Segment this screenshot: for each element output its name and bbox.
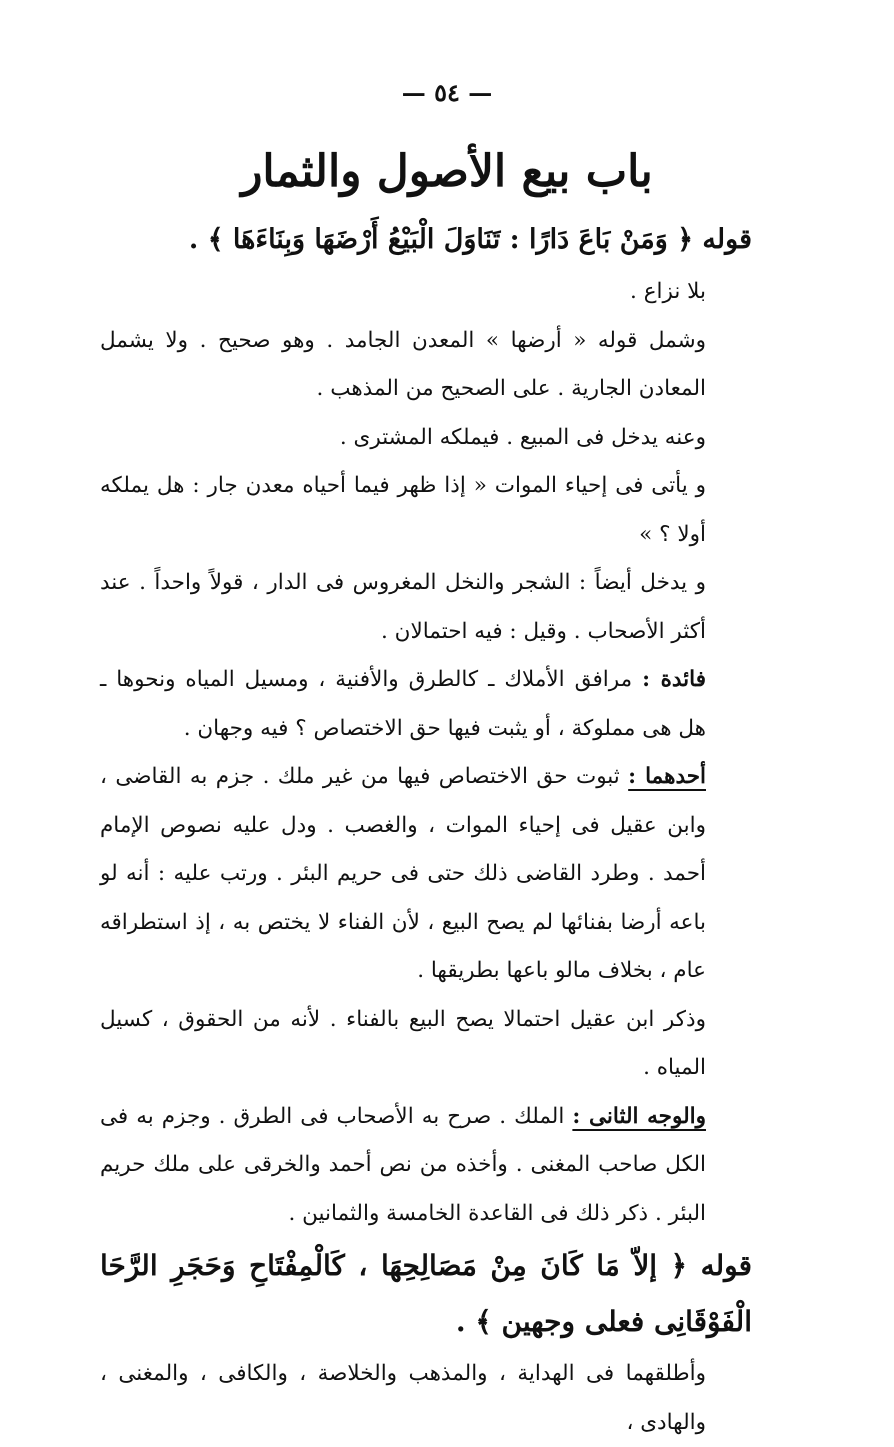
paragraph-1: بلا نزاع . bbox=[630, 279, 706, 304]
paragraph-4: و يأتى فى إحياء الموات « إذا ظهر فيما أحياه معدن جار : هل يملكه أولا ؟ » bbox=[100, 473, 706, 547]
paragraph-benefit bbox=[100, 656, 752, 753]
paragraph-3: وعنه يدخل فى المبيع . فيملكه المشترى . bbox=[339, 424, 706, 450]
benefit-text: مرافق الأملاك ـ كالطرق والأفنية ، ومسيل المياه ونحوها ـ هل هى مملوكة ، أو يثبت فيها حق الاختصاص ؟ فيه وجهان . bbox=[100, 667, 706, 741]
main-text bbox=[100, 212, 752, 1447]
page-number: — ٥٤ — bbox=[401, 78, 493, 107]
paragraph-5: و يدخل أيضاً : الشجر والنخل المغروس فى الدار ، قولاً واحداً . عند أكثر الأصحاب . وقيل : فيه احتمالان . bbox=[100, 570, 706, 644]
first-view-heading: أحدهما : bbox=[628, 764, 706, 789]
chapter-title: باب بيع الأصول والثمار bbox=[241, 146, 653, 197]
first-view-text: ثبوت حق الاختصاص فيها من غير ملك . جزم به القاضى ، وابن عقيل فى إحياء الموات ، والغصب . ودل عليه نصوص الإمام أحمد . وطرد القاضى ذلك حتى فى حريم البئر . ورتب عليه : أنه لو باعه أرضا بفنائها لم يصح البيع ، لأن الفناء لا يختص به ، إذ استطراقه عام ، بخلاف مالو باعها بطريقها . bbox=[100, 764, 706, 983]
paragraph-last: وأطلقهما فى الهداية ، والمذهب والخلاصة ، والكافى ، والمغنى ، والهادى ، bbox=[100, 1361, 706, 1435]
paragraph-first-view bbox=[100, 753, 752, 996]
second-view-text: الملك . صرح به الأصحاب فى الطرق . وجزم به فى الكل صاحب المغنى . وأخذه من نص أحمد والخرقى على ملك حريم البئر . ذكر ذلك فى القاعدة الخامسة والثمانين . bbox=[100, 1103, 706, 1226]
paragraph-ibn-aqil: وذكر ابن عقيل احتمالا يصح البيع بالفناء . لأنه من الحقوق ، كسيل المياه . bbox=[100, 1006, 706, 1080]
quoted-text-1: قوله ﴿ وَمَنْ بَاعَ دَارًا : تَنَاوَلَ الْبَيْعُ أَرْضَهَا وَبِنَاءَهَا ﴾ . bbox=[188, 224, 752, 255]
benefit-heading: فائدة : bbox=[642, 667, 706, 692]
quoted-text-2: قوله ﴿ إلاّ مَا كَانَ مِنْ مَصَالِحِهَا ، كَالْمِفْتَاحِ وَحَجَرِ الرَّحَا الْفَوْقَانِى فعلى وجهين ﴾ . bbox=[100, 1249, 752, 1338]
paragraph-2: وشمل قوله « أرضها » المعدن الجامد . وهو صحيح . ولا يشمل المعادن الجارية . على الصحيح من المذهب . bbox=[100, 327, 706, 401]
second-view-heading: والوجه الثانى : bbox=[572, 1103, 706, 1129]
paragraph-second-view bbox=[100, 1093, 752, 1239]
